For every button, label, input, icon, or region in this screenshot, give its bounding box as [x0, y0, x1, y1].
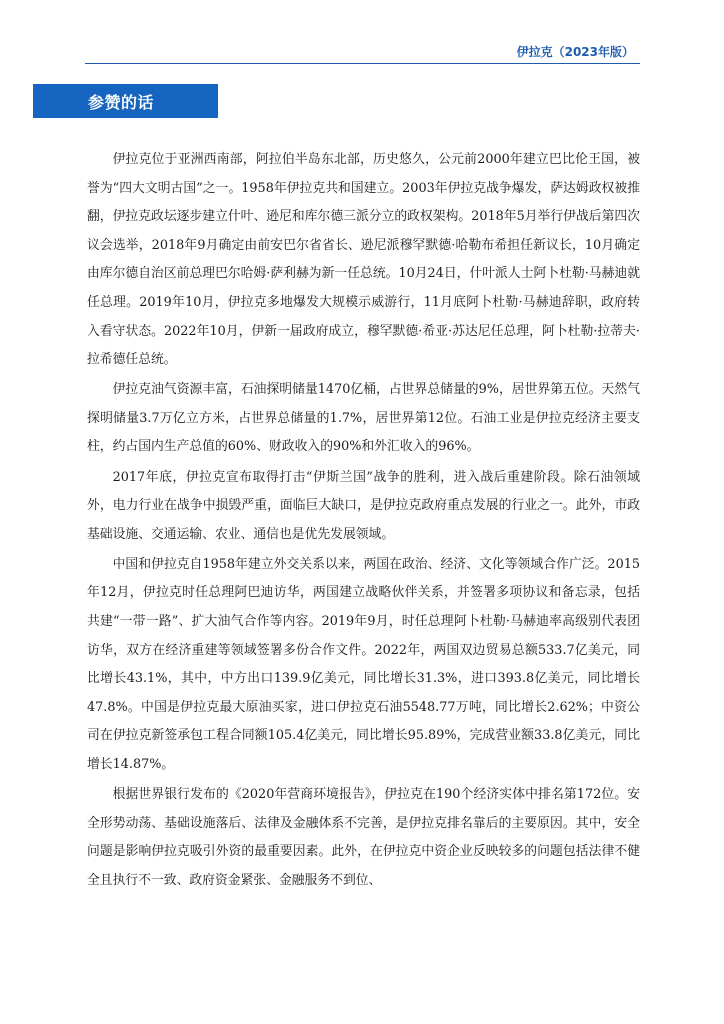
paragraph: 伊拉克位于亚洲西南部，阿拉伯半岛东北部，历史悠久，公元前2000年建立巴比伦王国，被誉为“四大文明古国”之一。1958年伊拉克共和国建立。2003年伊拉克战争爆发，萨达姆政权被推翻，伊拉克政坛逐步建立什叶、逊尼和库尔德三派分立的政权架构。2018年5月举行伊战后第四次议会选举，2018年9月确定由前安巴尔省省长、逊尼派穆罕默德·哈勒布希担任新议长，10月确定由库尔德自治区前总理巴尔哈姆·萨利赫为新一任总统。10月24日，什叶派人士阿卜杜勒·马赫迪就任总理。2019年10月，伊拉克多地爆发大规模示威游行，11月底阿卜杜勒·马赫迪辞职，政府转入看守状态。2022年10月，伊新一届政府成立，穆罕默德·希亚·苏达尼任总理，阿卜杜勒·拉蒂夫·拉希德任总统。	[87, 152, 640, 368]
paragraph: 中国和伊拉克自1958年建立外交关系以来，两国在政治、经济、文化等领域合作广泛。2015年12月，伊拉克时任总理阿巴迪访华，两国建立战略伙伴关系，并签署多项协议和备忘录，包括共建“一带一路”、扩大油气合作等内容。2019年9月，时任总理阿卜杜勒·马赫迪率高级别代表团访华，双方在经济重建等领域签署多份合作文件。2022年，两国双边贸易总额533.7亿美元，同比增长43.1%，其中，中方出口139.9亿美元，同比增长31.3%，进口393.8亿美元，同比增长47.8%。中国是伊拉克最大原油买家，进口伊拉克石油5548.77万吨，同比增长2.62%；中资公司在伊拉克新签承包工程合同额105.4亿美元，同比增长95.89%，完成营业额33.8亿美元，同比增长14.87%。	[87, 556, 640, 772]
section-title: 参赞的话	[88, 92, 155, 112]
section-banner	[33, 84, 218, 118]
paragraph: 2017年底，伊拉克宣布取得打击“伊斯兰国”战争的胜利，进入战后重建阶段。除石油领域外，电力行业在战争中损毁严重，面临巨大缺口，是伊拉克政府重点发展的行业之一。此外，市政基础设施、交通运输、农业、通信也是优先发展领域。	[87, 469, 640, 542]
body-text	[87, 146, 640, 897]
header-divider	[85, 63, 640, 64]
paragraph: 伊拉克油气资源丰富，石油探明储量1470亿桶，占世界总储量的9%，居世界第五位。天然气探明储量3.7万亿立方米，占世界总储量的1.7%，居世界第12位。石油工业是伊拉克经济主要支柱，约占国内生产总值的60%、财政收入的90%和外汇收入的96%。	[87, 382, 640, 455]
running-header-title: 伊拉克（2023年版）	[516, 45, 634, 59]
paragraph: 根据世界银行发布的《2020年营商环境报告》，伊拉克在190个经济实体中排名第172位。安全形势动荡、基础设施落后、法律及金融体系不完善，是伊拉克排名靠后的主要原因。其中，安全问题是影响伊拉克吸引外资的最重要因素。此外，在伊拉克中资企业反映较多的问题包括法律不健全且执行不一致、政府资金紧张、金融服务不到位、	[87, 787, 640, 888]
